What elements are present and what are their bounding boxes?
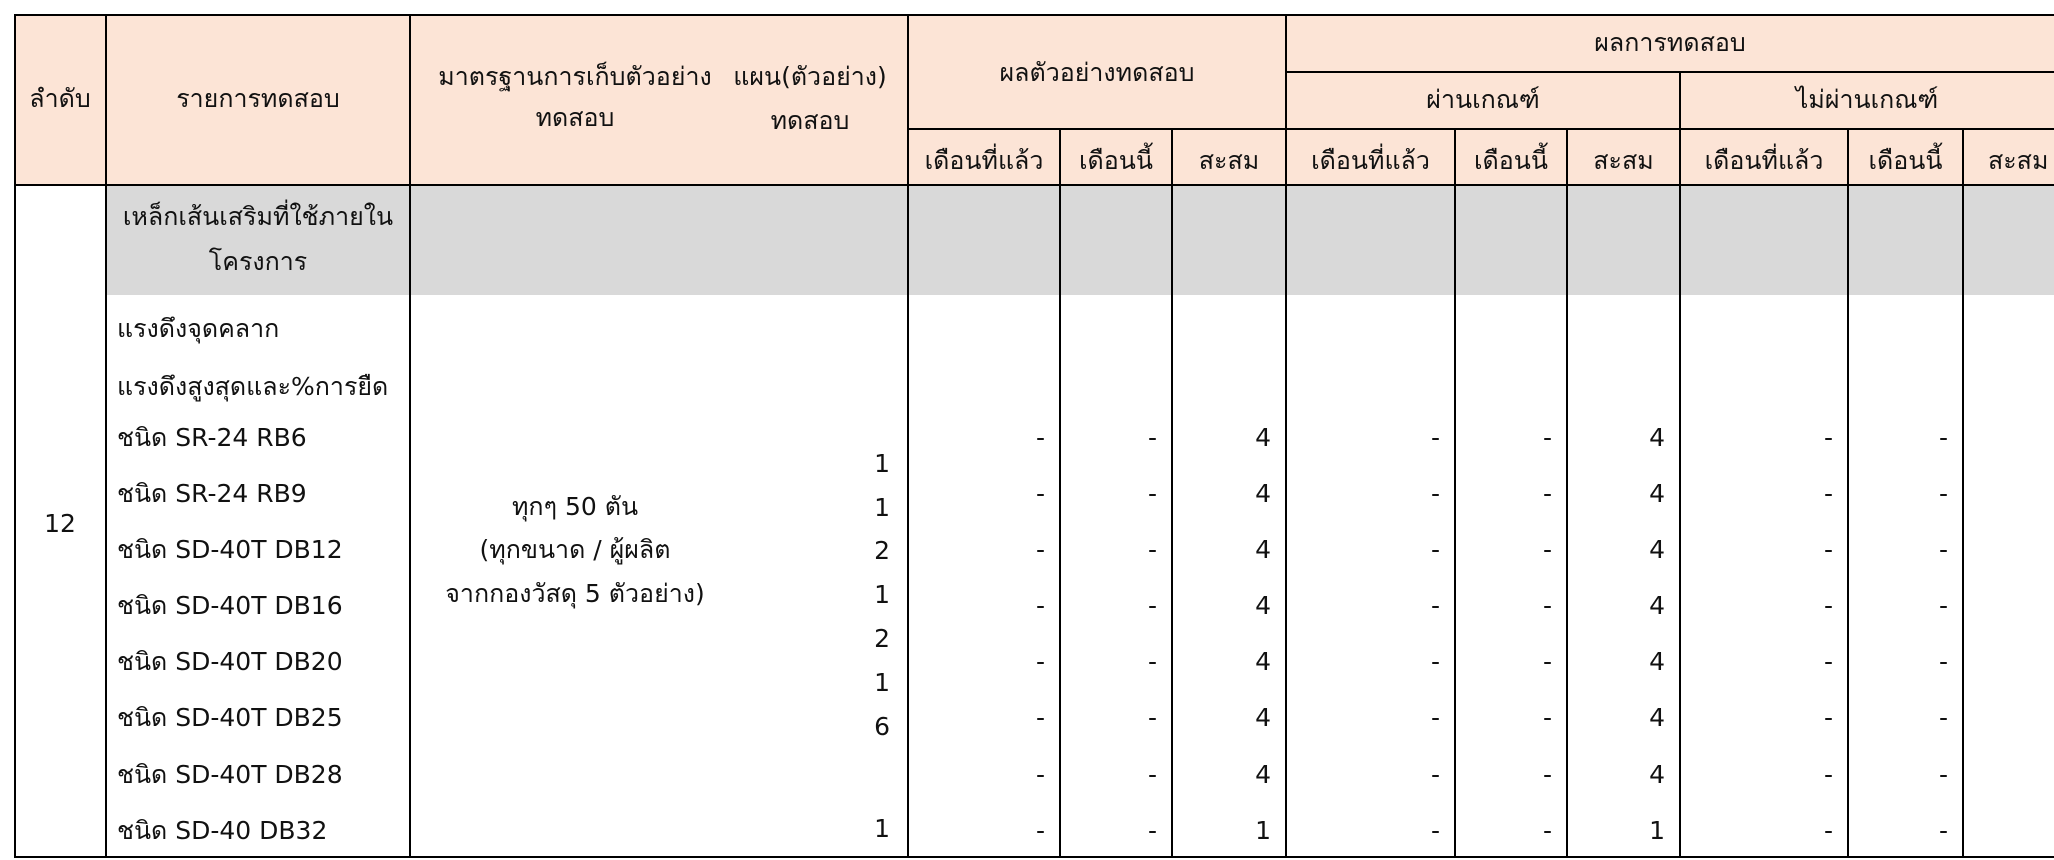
sample-cumulative: 4 — [1255, 535, 1271, 564]
item-name: ชนิด SR-24 RB9 — [117, 479, 307, 508]
plan-value: 1 — [874, 493, 890, 522]
pass-last-month: - — [1430, 423, 1440, 452]
subheader-this-month: เดือนนี้ — [1868, 146, 1943, 175]
sample-last-month: - — [1035, 647, 1045, 676]
pass-cumulative: 4 — [1649, 760, 1665, 789]
header-pass: ผ่านเกณฑ์ — [1426, 85, 1540, 114]
fail-last-month: - — [1823, 423, 1833, 452]
sample-this-month: - — [1147, 647, 1157, 676]
pass-last-month: - — [1430, 647, 1440, 676]
sample-this-month: - — [1147, 423, 1157, 452]
group-title: เหล็กเส้นเสริมที่ใช้ภายใน — [122, 202, 394, 231]
plan-value: 1 — [874, 580, 890, 609]
subheader-cumulative: สะสม — [1198, 146, 1260, 175]
grid-line — [1285, 14, 1287, 857]
pass-this-month: - — [1542, 479, 1552, 508]
item-name: ชนิด SR-24 RB6 — [117, 423, 307, 452]
grid-line — [1847, 128, 1849, 857]
grid-line — [1962, 128, 1964, 857]
item-name: ชนิด SD-40 DB32 — [117, 816, 328, 845]
group-row-background — [410, 185, 2054, 295]
sample-last-month: - — [1035, 816, 1045, 845]
item-name: ชนิด SD-40T DB25 — [117, 703, 343, 732]
item-name: ชนิด SD-40T DB16 — [117, 591, 343, 620]
fail-this-month: - — [1938, 816, 1948, 845]
sample-cumulative: 4 — [1255, 591, 1271, 620]
pass-cumulative: 4 — [1649, 703, 1665, 732]
sample-last-month: - — [1035, 703, 1045, 732]
grid-line — [105, 14, 107, 857]
subheader-this-month: เดือนนี้ — [1079, 146, 1153, 175]
pass-last-month: - — [1430, 479, 1440, 508]
plan-value: 1 — [874, 814, 890, 843]
sample-cumulative: 4 — [1255, 647, 1271, 676]
sample-cumulative: 4 — [1255, 423, 1271, 452]
subheader-last-month: เดือนที่แล้ว — [1704, 146, 1824, 175]
pass-last-month: - — [1430, 703, 1440, 732]
fail-this-month: - — [1938, 535, 1948, 564]
header-test-results: ผลการทดสอบ — [1594, 28, 1746, 57]
fail-last-month: - — [1823, 535, 1833, 564]
pass-last-month: - — [1430, 591, 1440, 620]
sampling-standard: จากกองวัสดุ 5 ตัวอย่าง) — [445, 579, 705, 608]
pass-this-month: - — [1542, 591, 1552, 620]
sampling-standard: ทุกๆ 50 ตัน — [511, 492, 639, 521]
grid-line — [1566, 128, 1568, 857]
sample-last-month: - — [1035, 479, 1045, 508]
pass-last-month: - — [1430, 535, 1440, 564]
subheader-last-month: เดือนที่แล้ว — [924, 146, 1044, 175]
sample-last-month: - — [1035, 760, 1045, 789]
grid-line — [14, 14, 16, 857]
sample-cumulative: 4 — [1255, 760, 1271, 789]
header-sample-results: ผลตัวอย่างทดสอบ — [999, 58, 1195, 87]
pass-this-month: - — [1542, 647, 1552, 676]
grid-line — [907, 14, 909, 857]
pass-cumulative: 4 — [1649, 647, 1665, 676]
sampling-standard: (ทุกขนาด / ผู้ผลิต — [479, 535, 671, 564]
pass-this-month: - — [1542, 703, 1552, 732]
item-name: ชนิด SD-40T DB12 — [117, 535, 343, 564]
pass-this-month: - — [1542, 423, 1552, 452]
pass-this-month: - — [1542, 760, 1552, 789]
fail-this-month: - — [1938, 647, 1948, 676]
fail-last-month: - — [1823, 816, 1833, 845]
sample-cumulative: 4 — [1255, 479, 1271, 508]
sample-last-month: - — [1035, 535, 1045, 564]
group-title: โครงการ — [208, 247, 308, 276]
pass-cumulative: 4 — [1649, 479, 1665, 508]
item-name: ชนิด SD-40T DB20 — [117, 647, 343, 676]
sample-cumulative: 4 — [1255, 703, 1271, 732]
pass-cumulative: 4 — [1649, 423, 1665, 452]
fail-last-month: - — [1823, 703, 1833, 732]
plan-value: 6 — [874, 712, 890, 741]
grid-line — [1286, 71, 2054, 73]
test-parameter: แรงดึงสูงสุดและ%การยืด — [117, 372, 389, 401]
sample-this-month: - — [1147, 479, 1157, 508]
fail-this-month: - — [1938, 703, 1948, 732]
pass-cumulative: 1 — [1649, 816, 1665, 845]
plan-value: 2 — [874, 624, 890, 653]
grid-line — [1679, 71, 1681, 857]
grid-line — [14, 14, 2054, 16]
header-fail: ไม่ผ่านเกณฑ์ — [1795, 85, 1939, 114]
grid-line — [14, 856, 2054, 858]
sample-this-month: - — [1147, 816, 1157, 845]
fail-this-month: - — [1938, 591, 1948, 620]
fail-last-month: - — [1823, 591, 1833, 620]
fail-last-month: - — [1823, 760, 1833, 789]
fail-this-month: - — [1938, 479, 1948, 508]
pass-last-month: - — [1430, 816, 1440, 845]
grid-line — [1059, 128, 1061, 857]
plan-value: 2 — [874, 536, 890, 565]
pass-cumulative: 4 — [1649, 535, 1665, 564]
sample-this-month: - — [1147, 591, 1157, 620]
sample-this-month: - — [1147, 703, 1157, 732]
sample-this-month: - — [1147, 535, 1157, 564]
pass-this-month: - — [1542, 816, 1552, 845]
sample-last-month: - — [1035, 423, 1045, 452]
fail-last-month: - — [1823, 647, 1833, 676]
subheader-last-month: เดือนที่แล้ว — [1311, 146, 1430, 175]
header-test-item: รายการทดสอบ — [176, 84, 340, 113]
pass-cumulative: 4 — [1649, 591, 1665, 620]
plan-value: 1 — [874, 449, 890, 478]
sample-cumulative: 1 — [1255, 816, 1271, 845]
pass-this-month: - — [1542, 535, 1552, 564]
grid-line — [409, 14, 411, 857]
pass-last-month: - — [1430, 760, 1440, 789]
subheader-cumulative: สะสม — [1593, 146, 1654, 175]
sample-this-month: - — [1147, 760, 1157, 789]
header-plan: ทดสอบ — [770, 106, 850, 135]
subheader-this-month: เดือนนี้ — [1474, 146, 1548, 175]
grid-line — [1171, 128, 1173, 857]
subheader-cumulative: สะสม — [1988, 146, 2049, 175]
sample-last-month: - — [1035, 591, 1045, 620]
header-order: ลำดับ — [29, 84, 91, 113]
grid-line — [14, 184, 2054, 186]
test-parameter: แรงดึงจุดคลาก — [117, 314, 280, 343]
fail-last-month: - — [1823, 479, 1833, 508]
header-plan: แผน(ตัวอย่าง) — [733, 62, 887, 91]
group-order: 12 — [44, 509, 76, 538]
grid-line — [1454, 128, 1456, 857]
fail-this-month: - — [1938, 760, 1948, 789]
fail-this-month: - — [1938, 423, 1948, 452]
header-sampling-standard: มาตรฐานการเก็บตัวอย่าง — [438, 62, 712, 91]
item-name: ชนิด SD-40T DB28 — [117, 760, 343, 789]
header-sampling-standard: ทดสอบ — [535, 103, 615, 132]
grid-line — [908, 128, 2054, 130]
plan-value: 1 — [874, 668, 890, 697]
